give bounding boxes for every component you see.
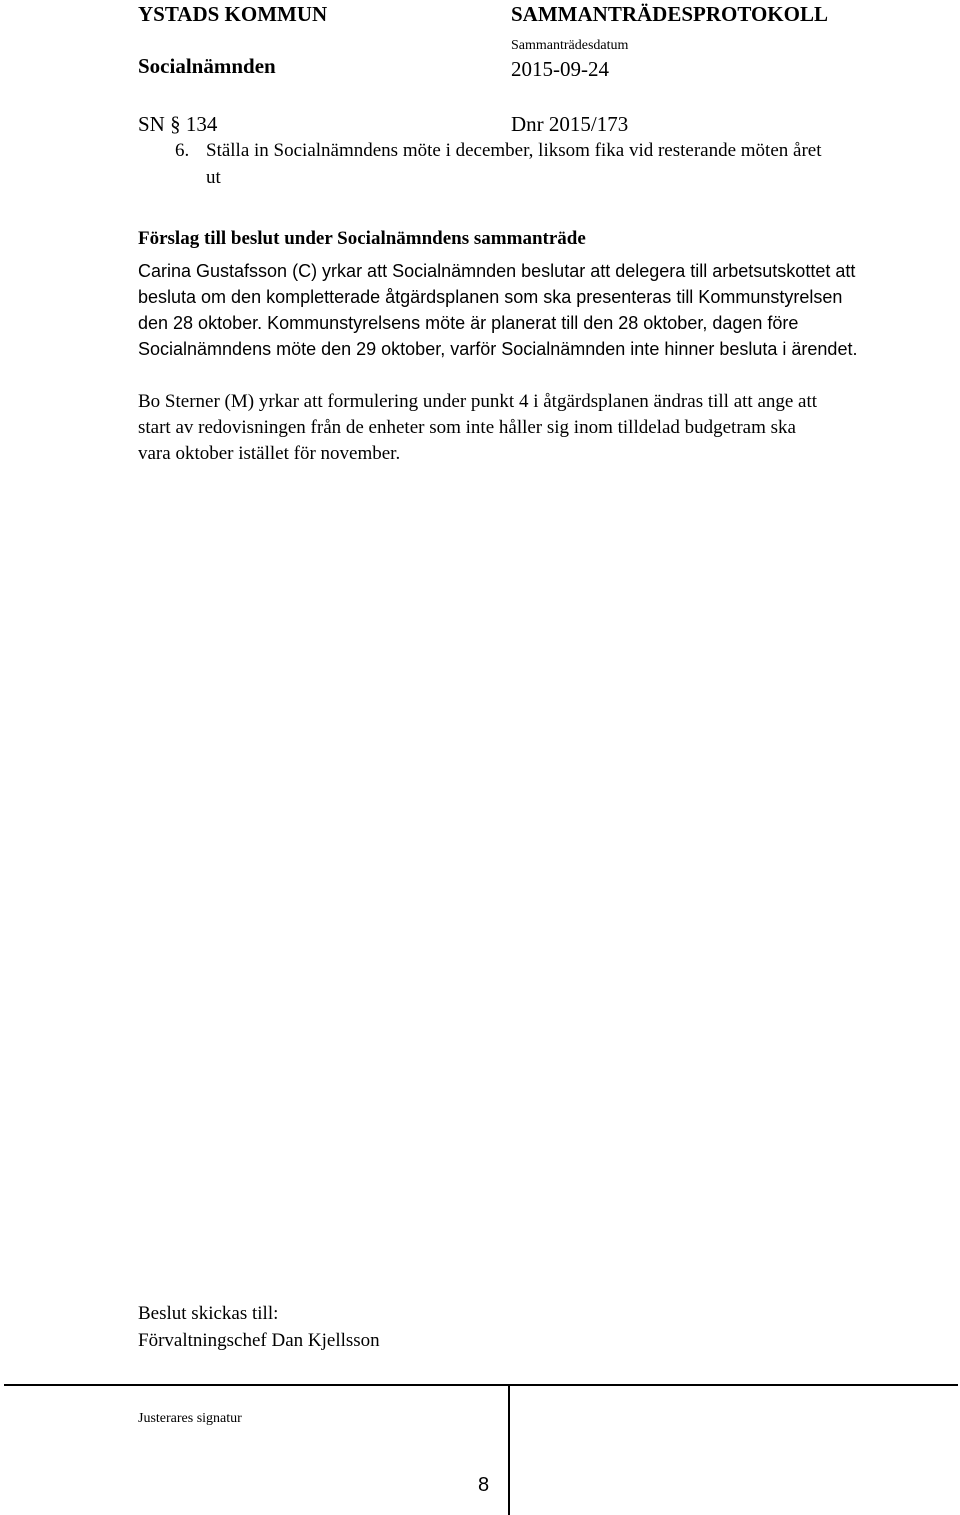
- distribution-recipient: Förvaltningschef Dan Kjellsson: [138, 1330, 380, 1351]
- section-number: SN § 134: [138, 112, 218, 136]
- proposal-heading: Förslag till beslut under Socialnämndens sammanträde: [138, 228, 586, 249]
- paragraph-line: Socialnämndens möte den 29 oktober, varför Socialnämnden inte hinner besluta i ärendet.: [138, 339, 858, 359]
- diary-number: Dnr 2015/173: [511, 112, 629, 136]
- document-type: SAMMANTRÄDESPROTOKOLL: [511, 2, 828, 26]
- meeting-date: 2015-09-24: [511, 57, 609, 81]
- paragraph-line: Bo Sterner (M) yrkar att formulering under punkt 4 i åtgärdsplanen ändras till att ange att: [138, 391, 818, 412]
- municipality-name: YSTADS KOMMUN: [138, 2, 328, 26]
- footer-column-divider: [508, 1385, 510, 1515]
- date-label: Sammanträdesdatum: [511, 38, 629, 53]
- committee-name: Socialnämnden: [138, 54, 276, 78]
- proposal-paragraph-1: [138, 258, 958, 362]
- paragraph-line: start av redovisningen från de enheter som inte håller sig inom tilldelad budgetram ska: [138, 417, 796, 438]
- distribution-label: Beslut skickas till:: [138, 1303, 279, 1324]
- signature-label: Justerares signatur: [138, 1411, 242, 1426]
- paragraph-line: den 28 oktober. Kommunstyrelsens möte är planerat till den 28 oktober, dagen före: [138, 313, 799, 333]
- paragraph-line: vara oktober istället för november.: [138, 443, 401, 464]
- page-number: 8: [478, 1474, 490, 1496]
- paragraph-line: Carina Gustafsson (C) yrkar att Socialnämnden beslutar att delegera till arbetsutskottet att: [138, 261, 856, 281]
- list-item-number: 6.: [175, 140, 190, 161]
- proposal-paragraph-2: [138, 389, 958, 467]
- footer-divider: [4, 1384, 958, 1386]
- paragraph-line: besluta om den kompletterade åtgärdsplanen som ska presenteras till Kommunstyrelsen: [138, 287, 843, 307]
- list-item-line-1: Ställa in Socialnämndens möte i december, liksom fika vid resterande möten året: [206, 140, 822, 161]
- list-item-line-2: ut: [206, 167, 221, 188]
